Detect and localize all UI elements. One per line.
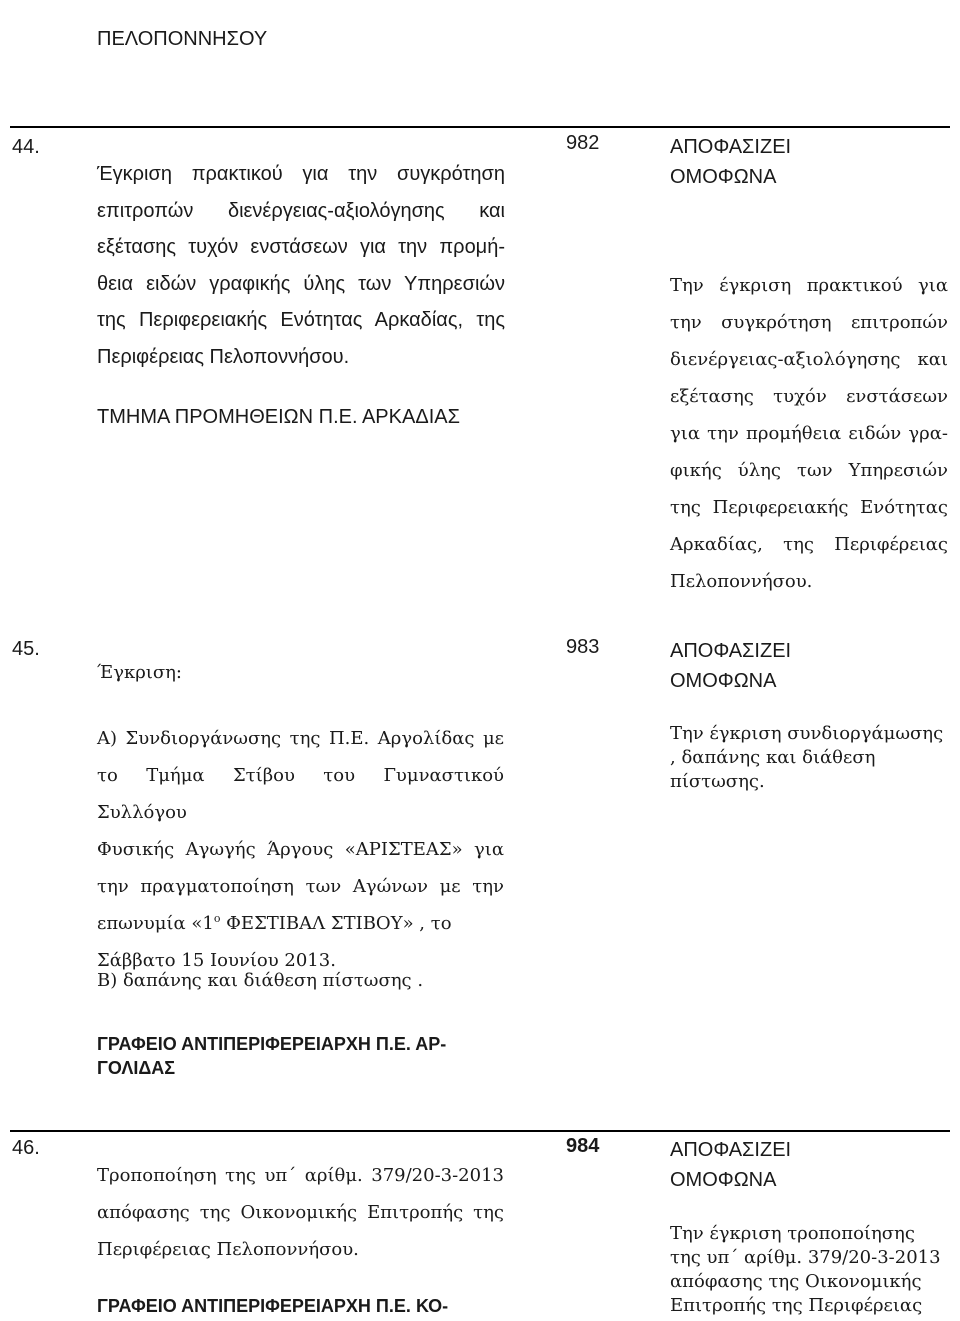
subject-line: απόφασης της Οικονομικής Επιτροπής της: [97, 1202, 504, 1223]
region-heading: ΠΕΛΟΠΟΝΝΗΣΟΥ: [97, 28, 268, 50]
verdict: [670, 636, 791, 696]
subject-b: Β) δαπάνης και διάθεση πίστωσης .: [97, 970, 424, 991]
event-name-prefix: επωνυμία «1: [97, 913, 214, 934]
subject-title: Έγκριση:: [97, 662, 182, 683]
subject-line: την πραγματοποίηση των Αγώνων με την: [97, 876, 504, 897]
department-line: ΓΡΑΦΕΙΟ ΑΝΤΙΠΕΡΙΦΕΡΕΙΑΡΧΗ Π.Ε. ΑΡ-: [97, 1034, 447, 1054]
verdict-unanimously: ΟΜΟΦΩΝΑ: [670, 670, 777, 692]
decision-line: απόφασης της Οικονομικής: [670, 1271, 922, 1292]
decision-number: 982: [566, 132, 600, 154]
item-number: 44.: [12, 136, 40, 158]
decision-number: 983: [566, 636, 600, 658]
decision-number: 984: [566, 1135, 600, 1157]
decision-line: διενέργειας-αξιολόγησης και: [670, 349, 948, 370]
decision-text: [670, 722, 943, 794]
subject-line: Φυσικής Αγωγής Άργους «ΑΡΙΣΤΕΑΣ» για: [97, 839, 504, 860]
row-divider: [10, 126, 950, 128]
decision-line: Επιτροπής της Περιφέρειας: [670, 1295, 923, 1316]
department-label: ΓΡΑΦΕΙΟ ΑΝΤΙΠΕΡΙΦΕΡΕΙΑΡΧΗ Π.Ε. ΚΟ-: [97, 1296, 449, 1316]
decision-line: φικής ύλης των Υπηρεσιών: [670, 460, 948, 481]
subject-line: Α) Συνδιοργάνωσης της Π.Ε. Αργολίδας με: [97, 728, 504, 749]
item-subject: [97, 156, 505, 375]
decision-line: Πελοποννήσου.: [670, 571, 813, 592]
decision-line: για την προμήθεια ειδών γρα-: [670, 423, 948, 444]
row-divider: [10, 1130, 950, 1132]
subject-line: εξέτασης τυχόν ενστάσεων για την προμή-: [97, 236, 505, 258]
verdict-decides: ΑΠΟΦΑΣΙΖΕΙ: [670, 136, 792, 158]
decision-text: [670, 267, 948, 600]
subject-line: Σάββατο 15 Ιουνίου 2013.: [97, 950, 336, 971]
subject-line: θεια ειδών γραφικής ύλης των Υπηρεσιών: [97, 272, 505, 295]
subject-line: Περιφέρειας Πελοποννήσου.: [97, 1239, 359, 1260]
department-line: ΓΟΛΙΔΑΣ: [97, 1058, 176, 1078]
subject-line: Τροποποίηση της υπ΄ αρίθμ. 379/20-3-2013: [97, 1165, 504, 1186]
decision-line: της Περιφερειακής Ενότητας: [670, 497, 948, 518]
decision-line: , δαπάνης και διάθεση: [670, 747, 876, 768]
decision-line: της υπ΄ αρίθμ. 379/20-3-2013: [670, 1247, 941, 1268]
subject-line: επιτροπών διενέργειας-αξιολόγησης και: [97, 199, 505, 222]
subject-line: της Περιφερειακής Ενότητας Αρκαδίας, της: [97, 309, 505, 331]
verdict: [670, 1135, 791, 1195]
item-number: 45.: [12, 638, 40, 660]
decision-line: πίστωσης.: [670, 771, 765, 792]
decision-line: εξέτασης τυχόν ενστάσεων: [670, 386, 948, 407]
decision-line: Αρκαδίας, της Περιφέρειας: [670, 534, 948, 555]
decision-line: Την έγκριση τροποποίησης: [670, 1223, 915, 1244]
decision-line: Την έγκριση συνδιοργάμωσης: [670, 723, 944, 744]
event-name-rest: ΦΕΣΤΙΒΑΛ ΣΤΙΒΟΥ» , το: [220, 913, 452, 934]
verdict-decides: ΑΠΟΦΑΣΙΖΕΙ: [670, 1139, 792, 1161]
subject-line: Περιφέρειας Πελοποννήσου.: [97, 345, 350, 368]
decision-text: [670, 1222, 941, 1318]
verdict-unanimously: ΟΜΟΦΩΝΑ: [670, 1169, 777, 1191]
department-label: ΤΜΗΜΑ ΠΡΟΜΗΘΕΙΩΝ Π.Ε. ΑΡΚΑΔΙΑΣ: [97, 406, 460, 428]
verdict-unanimously: ΟΜΟΦΩΝΑ: [670, 166, 777, 188]
verdict: [670, 132, 791, 192]
ordinal-superscript: ο: [213, 912, 221, 925]
verdict-decides: ΑΠΟΦΑΣΙΖΕΙ: [670, 640, 792, 662]
subject-line: Έγκριση πρακτικού για την συγκρότηση: [97, 163, 505, 185]
subject-line-event-name: [97, 905, 504, 942]
item-subject-a: [97, 720, 504, 979]
item-number: 46.: [12, 1137, 40, 1159]
decision-line: την συγκρότηση επιτροπών: [670, 312, 948, 333]
decision-line: Την έγκριση πρακτικού για: [670, 275, 948, 296]
item-subject: [97, 1157, 504, 1268]
subject-line: το Τμήμα Στίβου του Γυμναστικού Συλλόγου: [97, 765, 504, 823]
department-label: [97, 1032, 446, 1080]
